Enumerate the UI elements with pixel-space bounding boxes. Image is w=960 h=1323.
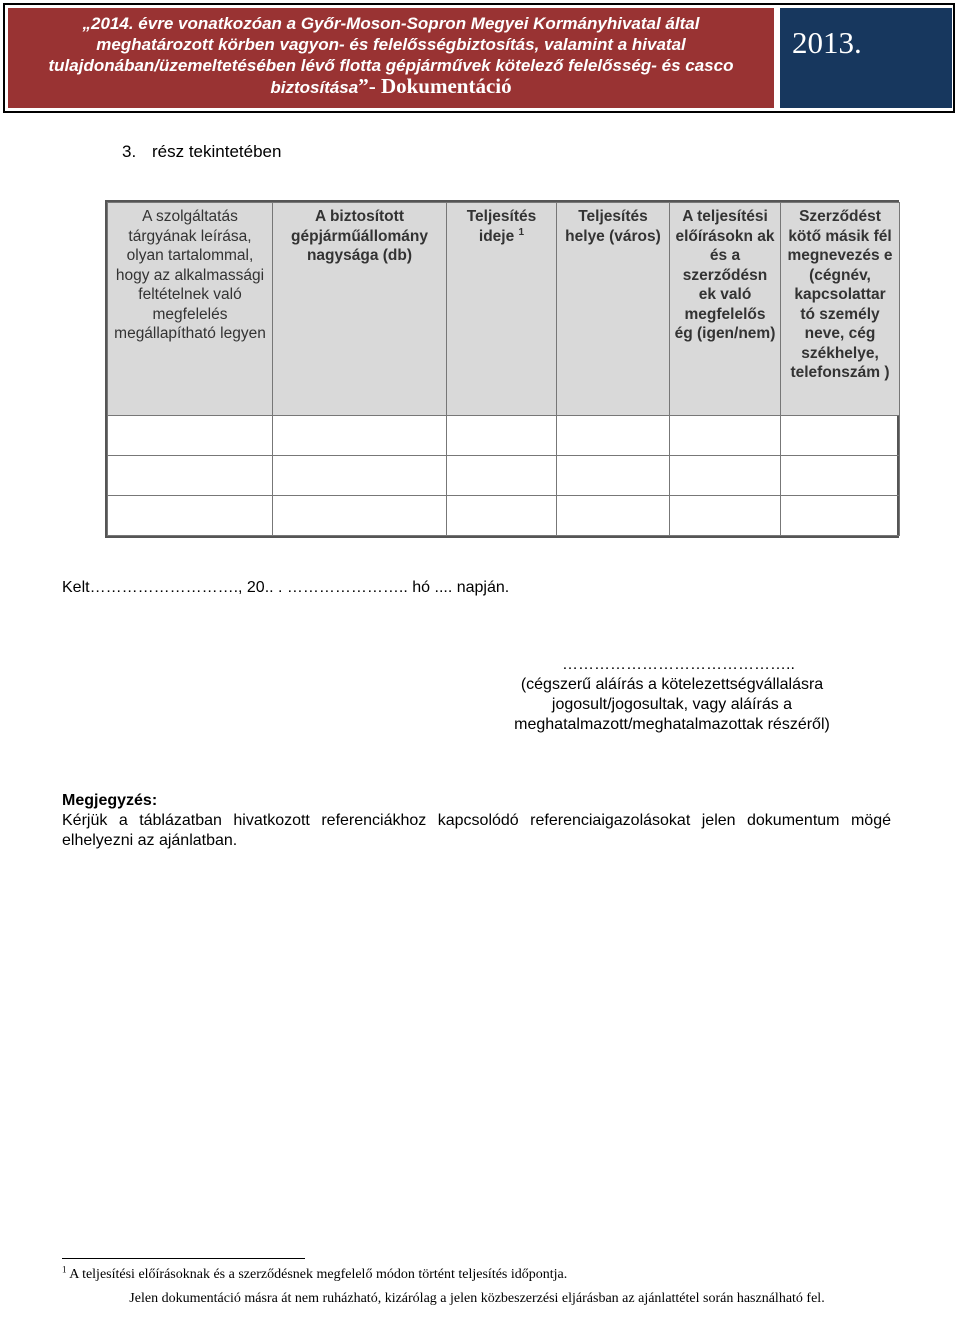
table-cell[interactable] <box>670 416 781 456</box>
table-cell[interactable] <box>108 416 273 456</box>
part-label <box>122 142 281 162</box>
table-cell[interactable] <box>108 496 273 536</box>
note-title: Megjegyzés: <box>62 792 158 809</box>
footnote-mark: 1 <box>62 1264 67 1275</box>
table-cell[interactable] <box>781 496 900 536</box>
reference-table <box>105 200 899 538</box>
header-performance-date-text: Teljesítés ideje <box>466 208 537 245</box>
page-footer: Jelen dokumentáció másra át nem ruházható, kizárólag a jelen közbeszerzési eljárásban az ajánlattétel során használható fel. <box>129 1291 825 1306</box>
signature-line: …………………………………….. <box>562 656 795 673</box>
header-compliance: A teljesítési előírásokn ak és a szerződésn ek való megfelelős ég (igen/nem) <box>670 203 781 416</box>
title-line-1: „2014. évre vonatkozóan a Győr-Moson-Sopron Megyei Kormányhivatal által <box>82 14 700 33</box>
table-cell[interactable] <box>447 416 557 456</box>
title-line-4 <box>8 76 774 98</box>
title-line-2: meghatározott körben vagyon- és felelősségbiztosítás, valamint a hivatal <box>96 35 686 54</box>
table-cell[interactable] <box>781 456 900 496</box>
table-cell[interactable] <box>557 416 670 456</box>
table-cell[interactable] <box>273 496 447 536</box>
footnote-divider <box>62 1258 305 1259</box>
table-row <box>108 456 900 496</box>
date-place-line: Kelt………………………., 20.. . ………………….. hó .... napján. <box>62 579 510 596</box>
table-header-row <box>108 203 900 416</box>
table-cell[interactable] <box>447 496 557 536</box>
header-contracting-party: Szerződést kötő másik fél megnevezés e (cégnév, kapcsolattar tó személy neve, cég székhelye, telefonszám ) <box>781 203 900 416</box>
signature-block <box>462 655 882 735</box>
table-cell[interactable] <box>108 456 273 496</box>
header-performance-place: Teljesítés helye (város) <box>557 203 670 416</box>
header-fleet-size: A biztosított gépjárműállomány nagysága (db) <box>273 203 447 416</box>
part-text: rész tekintetében <box>152 142 282 161</box>
table-cell[interactable] <box>273 416 447 456</box>
title-line-3: tulajdonában/üzemeltetésében lévő flotta gépjárművek kötelező felelősség- és casco <box>48 56 734 75</box>
signature-caption: (cégszerű aláírás a kötelezettségvállalásra jogosult/jogosultak, vagy aláírás a meghatalmazott/meghatalmazottak részéről) <box>514 676 830 733</box>
header-year: 2013. <box>780 8 952 108</box>
table-cell[interactable] <box>557 496 670 536</box>
header-performance-date <box>447 203 557 416</box>
document-title <box>8 8 774 108</box>
footnote-ref: 1 <box>518 226 525 238</box>
table-row <box>108 496 900 536</box>
footnote-text: A teljesítési előírásoknak és a szerződésnek megfelelő módon történt teljesítés időpontja. <box>66 1267 568 1282</box>
table-cell[interactable] <box>670 456 781 496</box>
table-cell[interactable] <box>670 496 781 536</box>
table-cell[interactable] <box>557 456 670 496</box>
note-text: Kérjük a táblázatban hivatkozott referenciákhoz kapcsolódó referenciaigazolásokat jelen dokumentum mögé elhelyezni az ajánlatban. <box>62 812 891 849</box>
table-cell[interactable] <box>781 416 900 456</box>
title-line-4-a: biztosítása <box>270 78 359 97</box>
table-cell[interactable] <box>447 456 557 496</box>
table-cell[interactable] <box>273 456 447 496</box>
header-service-description: A szolgáltatás tárgyának leírása, olyan tartalommal, hogy az alkalmassági feltételnek való megfelelés megállapítható legyen <box>108 203 273 416</box>
table-row <box>108 416 900 456</box>
part-number: 3. <box>122 142 137 161</box>
footnote <box>62 1264 568 1283</box>
title-line-4-b: ”- Dokumentáció <box>358 74 512 98</box>
